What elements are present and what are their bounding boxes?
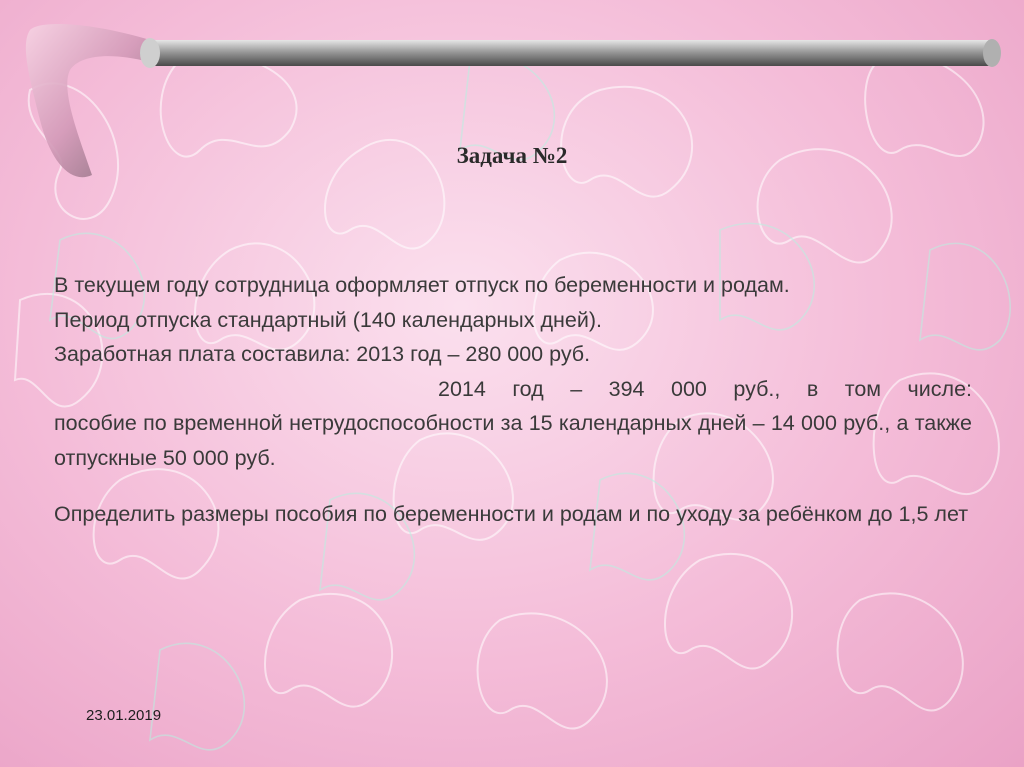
slide-body bbox=[54, 268, 972, 532]
line-task-question: Определить размеры пособия по беременности и родам и по уходу за ребёнком до 1,5 лет bbox=[54, 502, 969, 526]
line-sick-leave-benefit: пособие по временной нетрудоспособности за 15 календарных дней – 14 000 руб., а также отпускные 50 000 руб. bbox=[54, 411, 972, 470]
line-salary-2013: Заработная плата составила: 2013 год – 280 000 руб. bbox=[54, 342, 591, 366]
slide-date: 23.01.2019 bbox=[86, 707, 162, 724]
line-salary-2014: 2014 год – 394 000 руб., в том числе: bbox=[438, 376, 972, 401]
rail-decoration bbox=[0, 0, 1024, 200]
slide-title: Задача №2 bbox=[456, 143, 568, 168]
line-leave-info: В текущем году сотрудница оформляет отпуск по беременности и родам. bbox=[54, 273, 790, 297]
line-leave-period: Период отпуска стандартный (140 календарных дней). bbox=[54, 307, 602, 332]
